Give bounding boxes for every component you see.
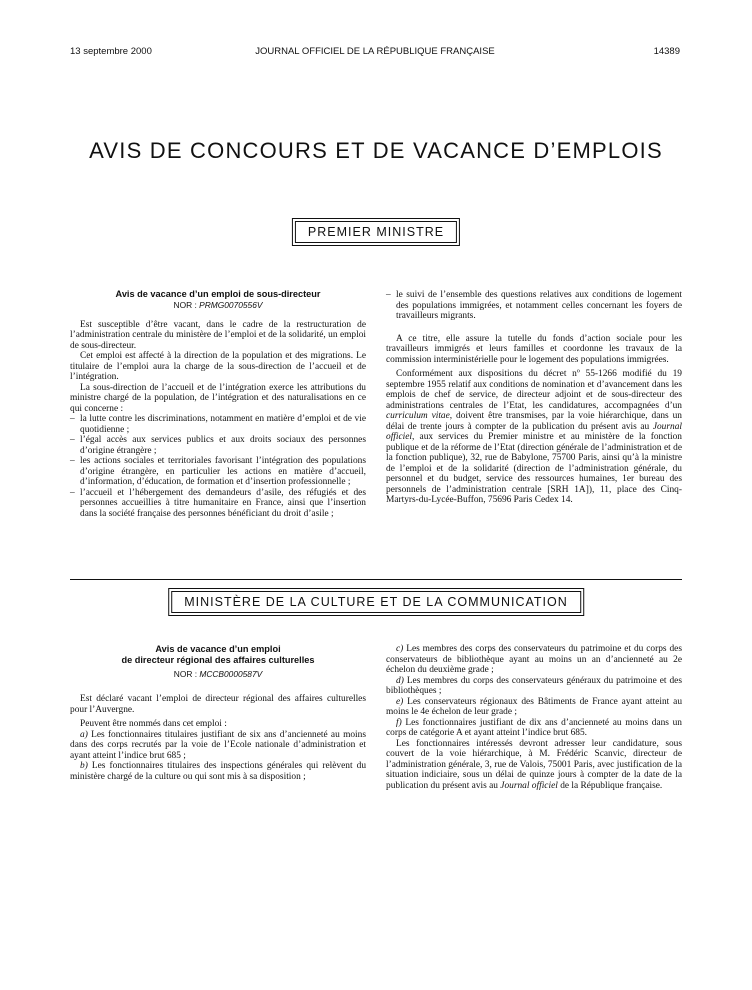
- paragraph-tutelle: A ce titre, elle assure la tutelle du fonds d’action sociale pour les travailleurs immigrés et leurs familles et coordonne les travaux de la commission interministérielle pour le logement des populations immigrées.: [386, 333, 682, 365]
- paragraph-declared: Est déclaré vacant l’emploi de directeur régional des affaires culturelles pour l’Auvergne.: [70, 694, 366, 715]
- notice-title-sous-directeur: Avis de vacance d’un emploi de sous-directeur: [115, 289, 321, 299]
- header-date: 13 septembre 2000: [70, 46, 152, 57]
- section-title-premier-ministre: PREMIER MINISTRE: [295, 221, 457, 243]
- paragraph: Est susceptible d’être vacant, dans le cadre de la restructuration de l’administration centrale du ministère de l’emploi et de la solidarité, un emploi de sous-directeur.: [70, 319, 366, 351]
- list-item: – la lutte contre les discriminations, notamment en matière d’emploi et de vie quotidienne ;: [70, 414, 366, 435]
- section-title-culture: MINISTÈRE DE LA CULTURE ET DE LA COMMUNICATION: [171, 591, 581, 613]
- nor-reference: [70, 300, 366, 311]
- main-title: AVIS DE CONCOURS ET DE VACANCE D’EMPLOIS: [89, 138, 663, 163]
- list-item: – l’accueil et l’hébergement des demandeurs d’asile, des réfugiés et des personnes accueillies à titre humanitaire en France, ainsi que l’insertion dans la société française des personnes bénéficiant du droit d’asile ;: [70, 487, 366, 519]
- section-box-premier-ministre: [292, 218, 460, 246]
- section-divider: [70, 579, 682, 580]
- nor-label: NOR :: [173, 299, 200, 310]
- notice-title-line1: Avis de vacance d’un emploi: [155, 644, 281, 654]
- paragraph-final: Les fonctionnaires intéressés devront adresser leur candidature, sous couvert de la voie hiérarchique, à M. Frédéric Scanvic, directeur de l’administration générale, 3, rue de Valois, 75001 Paris, avec justification de la situation indiciaire, sous un délai de quinze jours à compter de la date de la publication du présent avis au Journal officiel de la République française.: [386, 738, 682, 791]
- paragraph: Cet emploi est affecté à la direction de la population et des migrations. Le titulaire de l’emploi aura la charge de la sous-direction de l’accueil et de l’intégration.: [70, 351, 366, 382]
- list-item: – l’égal accès aux services publics et aux droits sociaux des personnes d’origine étrangère ;: [70, 435, 366, 456]
- section1-right-column: [386, 290, 682, 506]
- item-d: d) Les membres du corps des conservateurs généraux du patrimoine et des bibliothèques ;: [386, 675, 682, 696]
- paragraph-peuvent: Peuvent être nommés dans cet emploi :: [80, 719, 227, 729]
- section1-left-column: [70, 289, 366, 519]
- item-f: f) Les fonctionnaires justifiant de dix ans d’ancienneté au moins dans un corps de catégorie A et ayant atteint l’indice brut 685.: [386, 717, 682, 738]
- header-page-number: 14389: [653, 46, 680, 57]
- paragraph: La sous-direction de l’accueil et de l’intégration exerce les attributions du ministre chargé de la population, de l’intégration et des naturalisations en ce qui concerne :: [70, 382, 366, 414]
- list-item: – les actions sociales et territoriales favorisant l’intégration des populations d’origine étrangère, en particulier les actions en matière d’accueil, d’information, d’éducation, de formation et d’insertion professionnelle ;: [70, 456, 366, 487]
- page-header: [70, 46, 680, 60]
- attributions-list: [70, 414, 366, 519]
- item-c: c) Les membres des corps des conservateurs du patrimoine et du corps des conservateurs de bibliothèque ayant au moins un an d’ancienneté au 2e échelon du deuxième grade ;: [386, 644, 682, 675]
- section2-left-column: [70, 644, 366, 782]
- list-item: – le suivi de l’ensemble des questions relatives aux conditions de logement des populations immigrées, et notamment celles concernant les foyers de travailleurs migrants.: [386, 290, 682, 321]
- attributions-list-continued: [386, 290, 682, 322]
- section2-right-column: [386, 644, 682, 791]
- notice-title-line2: de directeur régional des affaires culturelles: [121, 654, 315, 665]
- section-box-culture: [168, 588, 584, 616]
- nor-code: PRMG0070556V: [199, 299, 263, 310]
- nor-reference: [70, 669, 366, 680]
- item-b: b) Les fonctionnaires titulaires des inspections générales qui relèvent du ministère chargé de la culture ou qui sont mis à sa disposition ;: [70, 761, 367, 782]
- item-e: e) Les conservateurs régionaux des Bâtiments de France ayant atteint au moins le 4e échelon de leur grade ;: [386, 696, 683, 717]
- header-journal-title: JOURNAL OFFICIEL DE LA RÉPUBLIQUE FRANÇAISE: [255, 46, 495, 57]
- nor-label: NOR :: [173, 669, 200, 679]
- nor-code: MCCB0000587V: [199, 669, 263, 679]
- paragraph-candidatures: Conformément aux dispositions du décret nº 55-1266 modifié du 19 septembre 1955 relatif aux conditions de nomination et d’avancement dans les emplois de chef de service, de directeur adjoint et de sous-directeur des administrations centrales de l’Etat, les candidatures, accompagnées d’un curriculum vitae, doivent être transmises, par la voie hiérarchique, dans un délai de trente jours à compter de la publication du présent avis au Journal officiel, aux services du Premier ministre et au ministère de la fonction publique et de la réforme de l’Etat (direction générale de l’administration et de la fonction publique), 32, rue de Babylone, 75700 Paris, ainsi qu’à la ministre de l’emploi et de la solidarité (direction de l’administration générale, du personnel et du budget, service des ressources humaines, 1er bureau des personnels de l’administration centrale [SRH 1A]), 11, place des Cinq-Martyrs-du-Lycée-Buffon, 75696 Paris Cedex 14.: [386, 369, 682, 505]
- item-a: a) Les fonctionnaires titulaires justifiant de six ans d’ancienneté au moins dans des corps recrutés par la voie de l’Ecole nationale d’administration et ayant atteint l’indice brut 685 ;: [70, 729, 366, 761]
